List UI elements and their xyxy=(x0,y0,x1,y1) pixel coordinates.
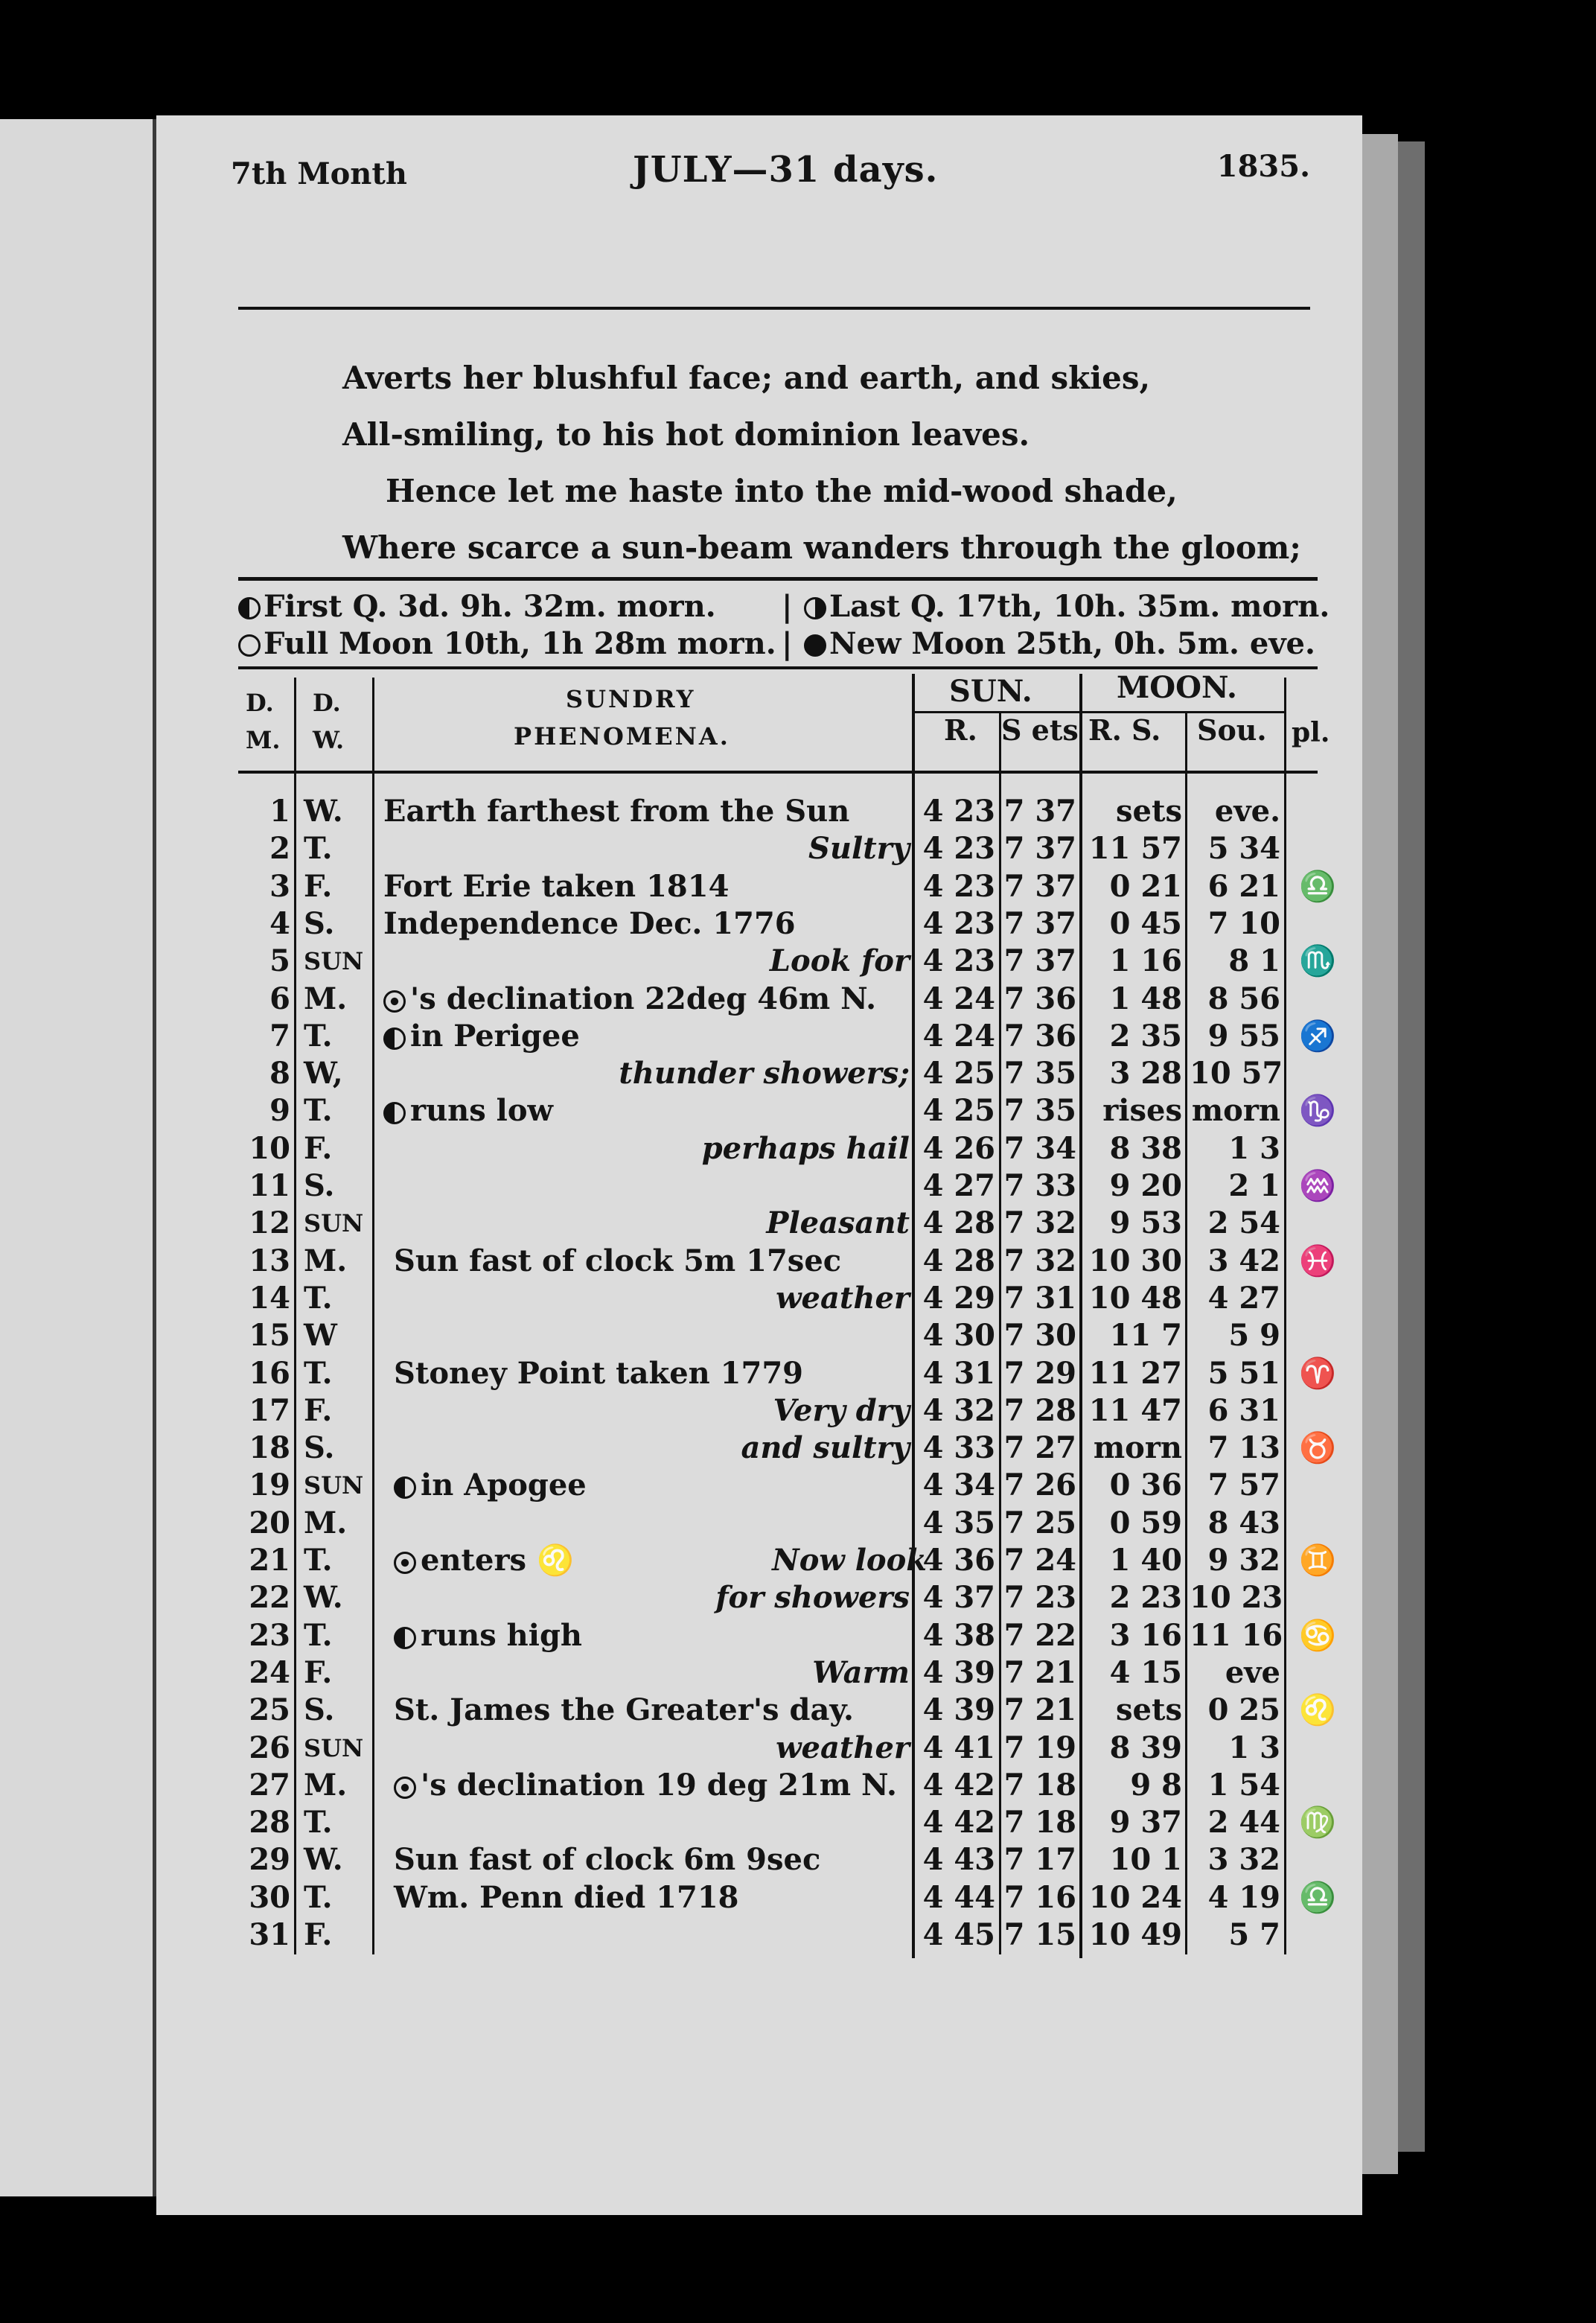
moon-rise-set: 11 57 xyxy=(1088,831,1182,867)
sun-rise: 4 45 xyxy=(922,1917,995,1952)
moon-rise-set: 11 47 xyxy=(1088,1392,1182,1428)
moon-south: 9 55 xyxy=(1207,1018,1280,1054)
moon-south: 5 7 xyxy=(1228,1917,1280,1952)
moon-south: eve. xyxy=(1214,794,1280,829)
day-of-week: F. xyxy=(304,1654,333,1690)
col-header-dm: D. xyxy=(246,689,274,717)
table-vline xyxy=(294,678,296,1954)
zodiac-sign-icon: ♎ xyxy=(1299,1879,1336,1915)
day-of-month: 28 xyxy=(249,1805,290,1841)
moon-rise-set: 1 40 xyxy=(1109,1543,1182,1578)
day-of-week: S. xyxy=(304,1168,335,1203)
day-of-month: 7 xyxy=(269,1018,290,1054)
sun-rise: 4 24 xyxy=(922,981,995,1016)
moon-south: 0 25 xyxy=(1207,1692,1280,1728)
sun-rise: 4 43 xyxy=(922,1842,995,1878)
moon-rise-set: morn xyxy=(1093,1430,1182,1466)
moon-rise-set: 9 20 xyxy=(1109,1168,1182,1203)
day-of-week: T. xyxy=(304,1355,333,1391)
zodiac-sign-icon: ♉ xyxy=(1299,1430,1336,1466)
moon-rise-set: 0 21 xyxy=(1109,868,1182,904)
sun-set: 7 32 xyxy=(1003,1243,1076,1278)
poem xyxy=(342,350,1301,576)
sun-rise: 4 44 xyxy=(922,1879,995,1915)
sun-rise: 4 23 xyxy=(922,868,995,904)
day-of-month: 2 xyxy=(269,831,290,867)
zodiac-sign-icon: ♏ xyxy=(1299,943,1336,979)
moon-rise-set: 3 16 xyxy=(1109,1617,1182,1653)
phenomenon-text: runs low xyxy=(410,1093,553,1129)
day-of-week: S. xyxy=(304,905,335,941)
sun-set: 7 19 xyxy=(1003,1730,1076,1765)
sun-rise: 4 39 xyxy=(922,1692,995,1728)
zodiac-sign-icon: ♑ xyxy=(1299,1093,1336,1129)
phenomenon-text: Sun fast of clock 5m 17sec xyxy=(394,1243,842,1278)
moon-rise-set: 1 48 xyxy=(1109,981,1182,1016)
table-vline xyxy=(1079,674,1082,1958)
sun-set: 7 21 xyxy=(1003,1654,1076,1690)
sun-set: 7 18 xyxy=(1003,1767,1076,1803)
day-of-week: F. xyxy=(304,1392,333,1428)
moon-symbol-icon xyxy=(394,1627,416,1649)
moon-rise-set: 2 35 xyxy=(1109,1018,1182,1054)
phase-full-moon: Full Moon 10th, 1h 28m morn. xyxy=(238,625,776,663)
day-of-week: F. xyxy=(304,1130,333,1166)
col-header-sun-set: S ets xyxy=(1001,713,1079,747)
sun-rise: 4 29 xyxy=(922,1280,995,1316)
moon-south: 10 57 xyxy=(1190,1056,1283,1092)
col-header-sun-rise: R. xyxy=(944,713,977,747)
phenomenon xyxy=(394,1617,582,1654)
moon-south: 6 31 xyxy=(1207,1392,1280,1428)
moon-rise-set: 9 53 xyxy=(1109,1205,1182,1241)
day-of-week: W, xyxy=(304,1056,343,1092)
sun-rise: 4 38 xyxy=(922,1617,995,1653)
month-label: 7th Month xyxy=(231,156,407,191)
sun-rise: 4 26 xyxy=(922,1130,995,1166)
moon-south: 2 44 xyxy=(1207,1805,1280,1841)
sun-rise: 4 28 xyxy=(922,1243,995,1278)
sun-set: 7 33 xyxy=(1003,1168,1076,1203)
moon-rise-set: sets xyxy=(1116,794,1182,829)
moon-rise-set: 3 28 xyxy=(1109,1056,1182,1092)
sun-set: 7 37 xyxy=(1003,831,1076,867)
day-of-week: T. xyxy=(304,1617,333,1653)
day-of-month: 22 xyxy=(249,1580,290,1616)
sun-rise: 4 27 xyxy=(922,1168,995,1203)
phenomenon xyxy=(394,1467,587,1504)
zodiac-sign-icon: ♌ xyxy=(1299,1692,1336,1728)
day-of-week: F. xyxy=(304,1917,333,1952)
phases-rule xyxy=(238,666,1318,669)
moon-south: 1 3 xyxy=(1228,1730,1280,1765)
month-title: JULY—31 days. xyxy=(633,149,939,191)
moon-south: 3 42 xyxy=(1207,1243,1280,1278)
poem-line: Where scarce a sun-beam wanders through the gloom; xyxy=(342,529,1301,566)
sun-rise: 4 23 xyxy=(922,943,995,979)
day-of-month: 12 xyxy=(249,1205,290,1241)
new-moon-icon xyxy=(804,634,826,657)
phenomenon-text: 's declination 19 deg 21m N. xyxy=(421,1767,897,1803)
sun-set: 7 21 xyxy=(1003,1692,1076,1728)
moon-rise-set: 10 49 xyxy=(1088,1917,1182,1952)
day-of-week: M. xyxy=(304,1767,348,1803)
sun-rise: 4 37 xyxy=(922,1580,995,1616)
moon-rise-set: 10 24 xyxy=(1088,1879,1182,1915)
col-header-dw: D. xyxy=(313,689,341,717)
day-of-week: T. xyxy=(304,1879,333,1915)
phase-last-quarter: Last Q. 17th, 10h. 35m. morn. xyxy=(804,588,1330,625)
phenomenon: weather xyxy=(776,1730,910,1765)
moon-south: 7 10 xyxy=(1207,905,1280,941)
moon-rise-set: 10 30 xyxy=(1088,1243,1182,1278)
phenomenon xyxy=(394,1879,738,1916)
moon-south: 2 1 xyxy=(1228,1168,1280,1203)
sun-set: 7 27 xyxy=(1003,1430,1076,1466)
sun-set: 7 37 xyxy=(1003,905,1076,941)
first-quarter-icon xyxy=(238,597,261,619)
moon-symbol-icon xyxy=(383,1027,406,1050)
phase-new-moon: New Moon 25th, 0h. 5m. eve. xyxy=(804,625,1315,663)
sun-set: 7 24 xyxy=(1003,1543,1076,1578)
moon-south: 1 54 xyxy=(1207,1767,1280,1803)
sun-set: 7 30 xyxy=(1003,1318,1076,1354)
poem-rule xyxy=(238,577,1318,581)
table-vline xyxy=(1284,678,1286,1954)
col-header-sundry: SUNDRY xyxy=(566,685,696,713)
sun-rise: 4 39 xyxy=(922,1654,995,1690)
sun-set: 7 31 xyxy=(1003,1280,1076,1316)
day-of-week: W. xyxy=(304,794,343,829)
phenomenon-text: Fort Erie taken 1814 xyxy=(383,868,730,904)
zodiac-sign-icon: ♈ xyxy=(1299,1355,1336,1391)
phenomenon xyxy=(383,1092,553,1129)
poem-line: Hence let me haste into the mid-wood shade, xyxy=(386,473,1178,509)
sun-rise: 4 41 xyxy=(922,1730,995,1765)
sun-set: 7 37 xyxy=(1003,943,1076,979)
moon-south: eve xyxy=(1225,1654,1280,1690)
moon-south: 3 32 xyxy=(1207,1842,1280,1878)
sun-set: 7 18 xyxy=(1003,1805,1076,1841)
moon-rise-set: 9 37 xyxy=(1109,1805,1182,1841)
zodiac-sign-icon: ♒ xyxy=(1299,1168,1336,1203)
phenomenon-text: runs high xyxy=(421,1617,583,1653)
moon-rise-set: rises xyxy=(1102,1093,1182,1129)
day-of-week: M. xyxy=(304,981,348,1016)
sun-set: 7 26 xyxy=(1003,1468,1076,1503)
day-of-month: 17 xyxy=(249,1392,290,1428)
day-of-week: SUN xyxy=(304,1209,364,1238)
day-of-month: 18 xyxy=(249,1430,290,1466)
moon-symbol-icon xyxy=(394,1476,416,1499)
day-of-month: 10 xyxy=(249,1130,290,1166)
moon-south: 11 16 xyxy=(1190,1617,1283,1653)
day-of-week: T. xyxy=(304,1543,333,1578)
moon-south: 10 23 xyxy=(1190,1580,1283,1616)
day-of-week: W. xyxy=(304,1842,343,1878)
sun-rise: 4 36 xyxy=(922,1543,995,1578)
sun-set: 7 28 xyxy=(1003,1392,1076,1428)
col-header-sun: SUN. xyxy=(949,674,1032,709)
sun-rise: 4 23 xyxy=(922,831,995,867)
zodiac-sign-icon: ♊ xyxy=(1299,1543,1336,1578)
col-header-moon: MOON. xyxy=(1117,670,1237,705)
phenomenon: perhaps hail xyxy=(701,1130,910,1166)
sun-set: 7 15 xyxy=(1003,1917,1076,1952)
left-page-edge xyxy=(0,119,157,2196)
day-of-week: W. xyxy=(304,1580,343,1616)
sun-set: 7 37 xyxy=(1003,794,1076,829)
phenomenon xyxy=(394,1692,854,1729)
moon-south: 7 57 xyxy=(1207,1468,1280,1503)
sun-set: 7 22 xyxy=(1003,1617,1076,1653)
phenomenon-text: Independence Dec. 1776 xyxy=(383,905,796,941)
moon-rise-set: 0 59 xyxy=(1109,1505,1182,1540)
sun-symbol-icon xyxy=(383,990,406,1013)
day-of-week: T. xyxy=(304,1805,333,1841)
zodiac-sign-icon: ♋ xyxy=(1299,1617,1336,1653)
moon-south: 4 27 xyxy=(1207,1280,1280,1316)
sun-set: 7 29 xyxy=(1003,1355,1076,1391)
sun-set: 7 23 xyxy=(1003,1580,1076,1616)
day-of-month: 13 xyxy=(249,1243,290,1278)
sun-rise: 4 42 xyxy=(922,1767,995,1803)
phenomenon-text: Stoney Point taken 1779 xyxy=(394,1355,803,1391)
day-of-month: 26 xyxy=(249,1730,290,1765)
sun-rise: 4 31 xyxy=(922,1355,995,1391)
moon-south: 5 51 xyxy=(1207,1355,1280,1391)
phenomenon xyxy=(394,1355,803,1392)
phenomenon-text: Wm. Penn died 1718 xyxy=(394,1879,739,1915)
sun-rise: 4 30 xyxy=(922,1318,995,1354)
day-of-month: 5 xyxy=(269,943,290,979)
day-of-week: T. xyxy=(304,1093,333,1129)
phenomenon: and sultry xyxy=(741,1430,910,1466)
day-of-month: 16 xyxy=(249,1355,290,1391)
day-of-month: 8 xyxy=(269,1056,290,1092)
moon-south: 8 1 xyxy=(1228,943,1280,979)
moon-south: 7 13 xyxy=(1207,1430,1280,1466)
col-header-moon-south: Sou. xyxy=(1197,713,1267,747)
moon-rise-set: 0 36 xyxy=(1109,1468,1182,1503)
sun-set: 7 25 xyxy=(1003,1505,1076,1540)
phenomenon-text: 's declination 22deg 46m N. xyxy=(410,981,877,1016)
moon-rise-set: 11 27 xyxy=(1088,1355,1182,1391)
moon-rise-set: 2 23 xyxy=(1109,1580,1182,1616)
sun-set: 7 35 xyxy=(1003,1093,1076,1129)
sun-moon-rule xyxy=(914,711,1286,713)
day-of-month: 23 xyxy=(249,1617,290,1653)
phenomenon: weather xyxy=(776,1280,910,1316)
moon-rise-set: 9 8 xyxy=(1130,1767,1182,1803)
year-label: 1835. xyxy=(1216,149,1310,184)
sun-rise: 4 42 xyxy=(922,1805,995,1841)
day-of-month: 24 xyxy=(249,1654,290,1690)
moon-south: 6 21 xyxy=(1207,868,1280,904)
day-of-week: F. xyxy=(304,868,333,904)
sun-set: 7 16 xyxy=(1003,1879,1076,1915)
day-of-month: 27 xyxy=(249,1767,290,1803)
sun-symbol-icon xyxy=(394,1776,416,1799)
poem-line: Averts her blushful face; and earth, and skies, xyxy=(342,360,1151,396)
sun-rise: 4 23 xyxy=(922,905,995,941)
moon-south: 4 19 xyxy=(1207,1879,1280,1915)
day-of-month: 31 xyxy=(249,1917,290,1952)
phenomenon-text: in Apogee xyxy=(421,1468,587,1503)
col-header-moon-rs: R. S. xyxy=(1088,713,1161,747)
sun-set: 7 37 xyxy=(1003,868,1076,904)
sun-rise: 4 32 xyxy=(922,1392,995,1428)
moon-south: 5 34 xyxy=(1207,831,1280,867)
day-of-month: 3 xyxy=(269,868,290,904)
phenomenon: Look for xyxy=(769,943,910,979)
day-of-month: 14 xyxy=(249,1280,290,1316)
page-header xyxy=(231,149,1310,195)
phenomenon xyxy=(383,981,876,1018)
day-of-week: W xyxy=(304,1318,337,1354)
zodiac-sign-icon: ♐ xyxy=(1299,1018,1336,1054)
moon-rise-set: 11 7 xyxy=(1109,1318,1182,1354)
sun-rise: 4 28 xyxy=(922,1205,995,1241)
moon-rise-set: 10 48 xyxy=(1088,1280,1182,1316)
moon-rise-set: 4 15 xyxy=(1109,1654,1182,1690)
phenomenon xyxy=(383,868,729,905)
sun-rise: 4 23 xyxy=(922,794,995,829)
day-of-week: S. xyxy=(304,1430,335,1466)
col-header-dw2: W. xyxy=(313,726,345,754)
sun-set: 7 17 xyxy=(1003,1842,1076,1878)
sun-set: 7 32 xyxy=(1003,1205,1076,1241)
col-header-planet: pl. xyxy=(1292,717,1330,748)
moon-south: 2 54 xyxy=(1207,1205,1280,1241)
sun-rise: 4 25 xyxy=(922,1093,995,1129)
moon-rise-set: 1 16 xyxy=(1109,943,1182,979)
phenomenon-text: Sun fast of clock 6m 9sec xyxy=(394,1842,821,1878)
day-of-month: 4 xyxy=(269,905,290,941)
sun-rise: 4 33 xyxy=(922,1430,995,1466)
phenomenon xyxy=(383,793,849,830)
moon-symbol-icon xyxy=(383,1102,406,1124)
moon-south: 5 9 xyxy=(1228,1318,1280,1354)
phenomenon-text: enters ♌ xyxy=(421,1543,574,1578)
phenomenon xyxy=(394,1243,841,1280)
zodiac-sign-icon: ♎ xyxy=(1299,868,1336,904)
sun-rise: 4 34 xyxy=(922,1468,995,1503)
day-of-week: M. xyxy=(304,1243,348,1278)
moon-south: 9 32 xyxy=(1207,1543,1280,1578)
phenomenon: Very dry xyxy=(773,1392,910,1428)
table-vline xyxy=(1185,711,1187,1954)
sun-set: 7 34 xyxy=(1003,1130,1076,1166)
page-stack-edge xyxy=(1362,134,1398,2174)
phenomenon-note: Now look xyxy=(772,1543,927,1578)
phenomenon: for showers xyxy=(715,1580,910,1616)
day-of-month: 19 xyxy=(249,1468,290,1503)
day-of-month: 6 xyxy=(269,981,290,1016)
sun-set: 7 36 xyxy=(1003,981,1076,1016)
day-of-week: S. xyxy=(304,1692,335,1728)
sun-rise: 4 35 xyxy=(922,1505,995,1540)
table-vline xyxy=(999,711,1001,1954)
day-of-month: 11 xyxy=(249,1168,290,1203)
sun-set: 7 36 xyxy=(1003,1018,1076,1054)
day-of-month: 9 xyxy=(269,1093,290,1129)
phenomenon: Pleasant xyxy=(766,1205,910,1241)
day-of-month: 20 xyxy=(249,1505,290,1540)
header-rule xyxy=(238,307,1310,310)
phenomenon xyxy=(394,1767,897,1804)
day-of-month: 15 xyxy=(249,1318,290,1354)
last-quarter-icon xyxy=(804,597,826,619)
moon-rise-set: 0 45 xyxy=(1109,905,1182,941)
phenomenon xyxy=(394,1841,820,1879)
sun-rise: 4 25 xyxy=(922,1056,995,1092)
book-cover-edge xyxy=(1398,141,1425,2152)
moon-south: 8 56 xyxy=(1207,981,1280,1016)
table-header-rule xyxy=(238,771,1318,774)
table-vline xyxy=(912,674,915,1958)
sun-rise: 4 24 xyxy=(922,1018,995,1054)
sun-set: 7 35 xyxy=(1003,1056,1076,1092)
poem-line: All-smiling, to his hot dominion leaves. xyxy=(342,416,1030,453)
moon-rise-set: sets xyxy=(1116,1692,1182,1728)
full-moon-icon xyxy=(238,634,261,657)
day-of-month: 30 xyxy=(249,1879,290,1915)
day-of-week: T. xyxy=(304,1280,333,1316)
day-of-week: SUN xyxy=(304,947,364,976)
day-of-month: 25 xyxy=(249,1692,290,1728)
day-of-week: SUN xyxy=(304,1471,364,1500)
day-of-week: T. xyxy=(304,831,333,867)
day-of-month: 29 xyxy=(249,1842,290,1878)
day-of-month: 1 xyxy=(269,794,290,829)
phenomenon xyxy=(383,1018,580,1055)
day-of-month: 21 xyxy=(249,1543,290,1578)
moon-south: 1 3 xyxy=(1228,1130,1280,1166)
phenomenon-text: in Perigee xyxy=(410,1018,580,1054)
moon-south: 8 43 xyxy=(1207,1505,1280,1540)
moon-phases: First Q. 3d. 9h. 32m. morn. | Last Q. 17th, 10h. 35m. morn. Full Moon 10th, 1h 28m morn. | New Moon 25th, 0h. 5m. eve. xyxy=(238,588,1318,663)
zodiac-sign-icon: ♓ xyxy=(1299,1243,1336,1278)
phenomenon: thunder showers; xyxy=(619,1056,910,1092)
phase-first-quarter: First Q. 3d. 9h. 32m. morn. xyxy=(238,588,716,625)
phenomenon-text: St. James the Greater's day. xyxy=(394,1692,854,1728)
day-of-week: M. xyxy=(304,1505,348,1540)
phenomenon xyxy=(383,905,796,943)
col-header-dm2: M. xyxy=(246,726,281,754)
moon-south: morn xyxy=(1191,1093,1280,1129)
phenomenon: Warm xyxy=(812,1654,910,1690)
moon-rise-set: 8 38 xyxy=(1109,1130,1182,1166)
moon-rise-set: 8 39 xyxy=(1109,1730,1182,1765)
day-of-week: T. xyxy=(304,1018,333,1054)
phenomenon: Sultry xyxy=(808,831,910,867)
table-vline xyxy=(372,678,374,1954)
zodiac-sign-icon: ♍ xyxy=(1299,1805,1336,1841)
day-of-week: SUN xyxy=(304,1733,364,1762)
phenomenon-text: Earth farthest from the Sun xyxy=(383,794,850,829)
moon-rise-set: 10 1 xyxy=(1109,1842,1182,1878)
col-header-phenomena: PHENOMENA. xyxy=(514,722,730,751)
